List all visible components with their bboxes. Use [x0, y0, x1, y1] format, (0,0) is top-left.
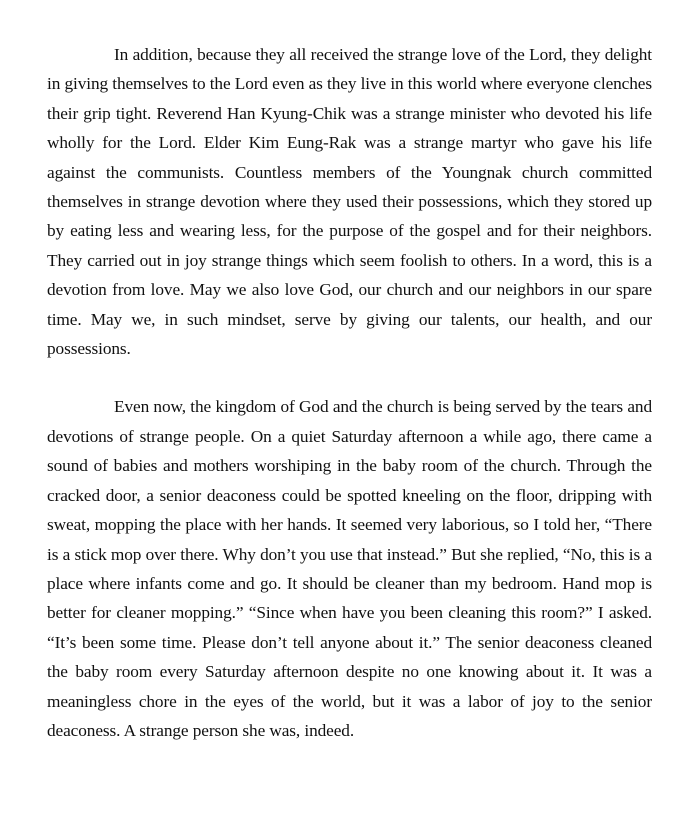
- paragraph-strange-people: Even now, the kingdom of God and the church is being served by the tears and devotions of strange people. On a quiet Saturday afternoon a while ago, there came a sound of babies and mothers worshiping in the baby room of the church. Through the cracked door, a senior deaconess could be spotted kneeling on the floor, dripping with sweat, mopping the place with her hands. It seemed very laborious, so I told her, “There is a stick mop over there. Why don’t you use that instead.” But she replied, “No, this is a place where infants come and go. It should be cleaner than my bedroom. Hand mop is better for cleaner mopping.” “Since when have you been cleaning this room?” I asked. “It’s been some time. Please don’t tell anyone about it.” The senior deaconess cleaned the baby room every Saturday afternoon despite no one knowing about it. It was a meaningless chore in the eyes of the world, but it was a labor of joy to the senior deaconess. A strange person she was, indeed.: [47, 397, 652, 740]
- paragraph-strange-love: In addition, because they all received the strange love of the Lord, they delight in giving themselves to the Lord even as they live in this world where everyone clenches their grip tight. Reverend Han Kyung-Chik was a strange minister who devoted his life wholly for the Lord. Elder Kim Eung-Rak was a strange martyr who gave his life against the communists. Countless members of the Youngnak church committed themselves in strange devotion where they used their possessions, which they stored up by eating less and wearing less, for the purpose of the gospel and for their neighbors. They carried out in joy strange things which seem foolish to others. In a word, this is a devotion from love. May we also love God, our church and our neighbors in our spare time. May we, in such mindset, serve by giving our talents, our health, and our possessions.: [47, 45, 652, 359]
